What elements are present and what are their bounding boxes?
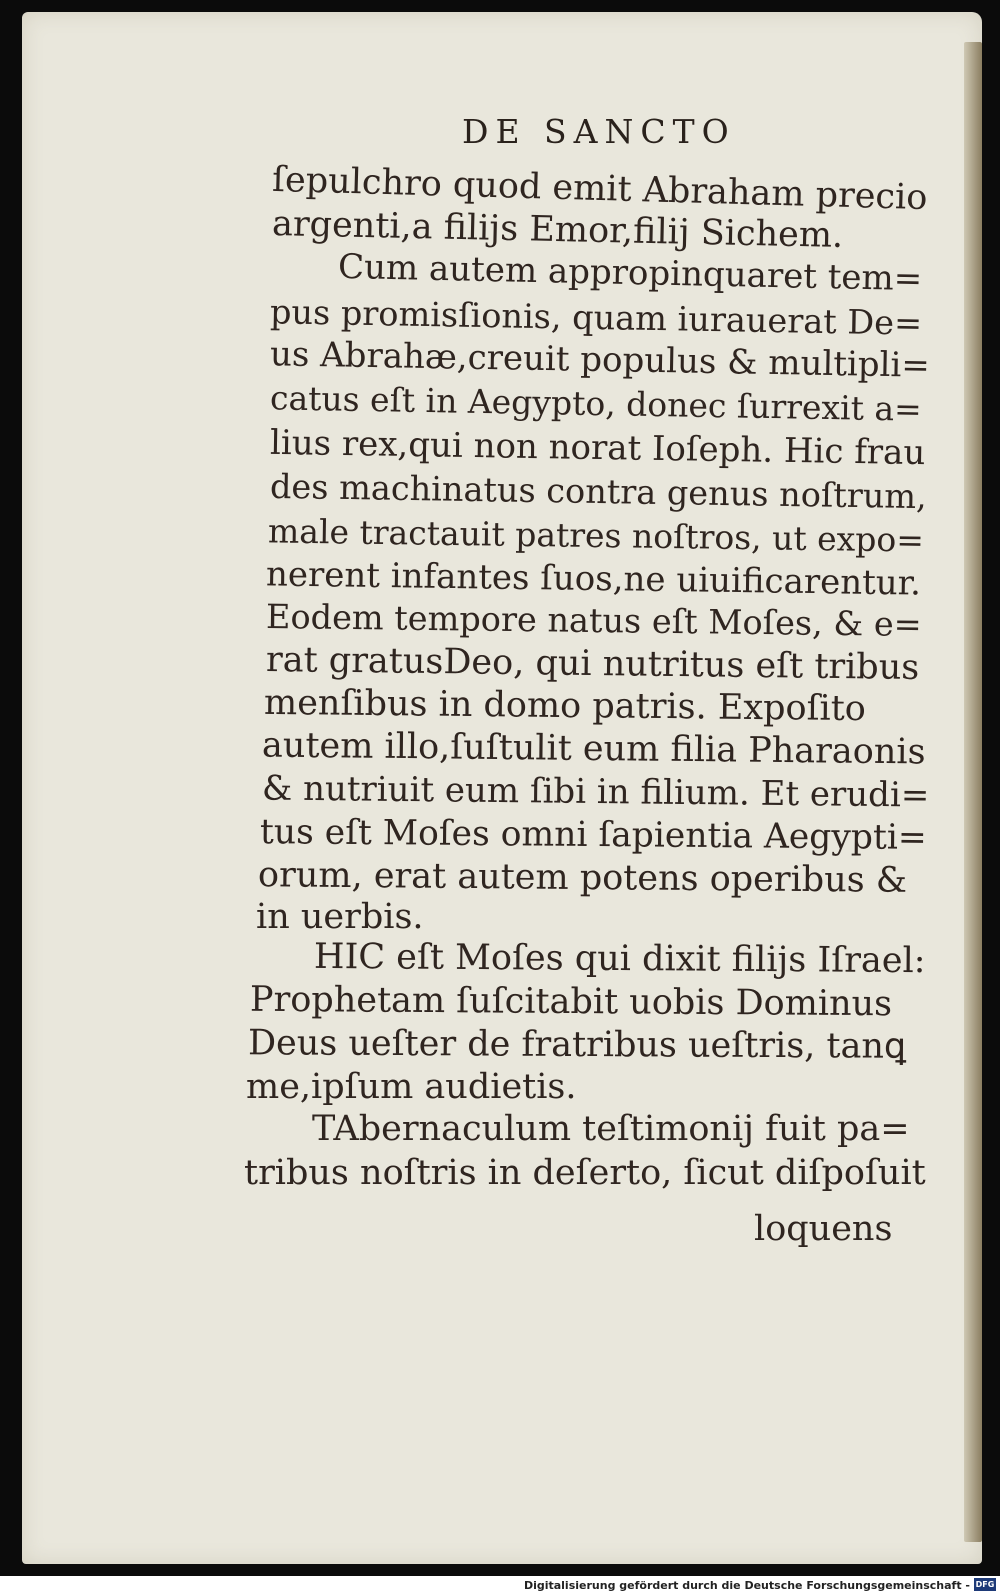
text-line: TAbernaculum teſtimonij fuit pa= bbox=[312, 1109, 910, 1149]
text-line: rat gratusDeo, qui nutritus eſt tribus bbox=[265, 640, 920, 688]
text-line: tus eſt Moſes omni ſapientia Aegypti= bbox=[259, 812, 927, 858]
text-line: male tractauit patres noſtros, ut expo= bbox=[267, 511, 925, 560]
text-line: us Abrahæ,creuit populus & multipli= bbox=[269, 334, 931, 386]
text-line: Eodem tempore natus eſt Moſes, & e= bbox=[265, 596, 922, 645]
text-line: catus eſt in Aegypto, donec ſurrexit a= bbox=[269, 378, 923, 429]
text-line: HIC eſt Moſes qui dixit filijs Iſrael: bbox=[313, 936, 926, 982]
dfg-logo: DFG bbox=[975, 1580, 995, 1589]
text-line: in uerbis. bbox=[256, 897, 424, 937]
text-line: des machinatus contra genus noſtrum, bbox=[269, 466, 928, 517]
digitization-credit: Digitalisierung gefördert durch die Deutsche Forschungsgemeinschaft - bbox=[523, 1579, 970, 1592]
text-line: orum, erat autem potens operibus & bbox=[257, 855, 908, 901]
text-line: me,ipſum audietis. bbox=[246, 1067, 577, 1107]
text-line: ſepulchro quod emit Abraham precio bbox=[271, 159, 928, 219]
text-line: Prophetam ſuſcitabit uobis Dominus bbox=[249, 979, 893, 1025]
text-line: menſibus in domo patris. Expoſito bbox=[263, 682, 867, 730]
text-line: & nutriuit eum ſibi in filium. Et erudi= bbox=[261, 768, 930, 816]
text-line: Cum autem appropinquaret tem= bbox=[337, 246, 923, 300]
text-line: Deus ueſter de fratribus ueſtris, tanꝗ bbox=[247, 1023, 907, 1067]
running-header: DE SANCTO bbox=[462, 112, 736, 151]
text-line: pus promisſionis, quam iurauerat De= bbox=[269, 292, 923, 343]
text-line: tribus noſtris in deſerto, ſicut diſpoſuit bbox=[244, 1153, 926, 1193]
text-line: autem illo,ſuſtulit eum filia Pharaonis bbox=[261, 725, 926, 773]
page-edge-shadow bbox=[964, 42, 982, 1542]
catchword: loquens bbox=[754, 1209, 893, 1249]
text-line: argenti,a filijs Emor,filij Sichem. bbox=[271, 204, 844, 256]
text-line: nerent infantes ſuos,ne uiuificarentur. bbox=[265, 554, 922, 604]
text-line: lius rex,qui non norat Ioſeph. Hic frau bbox=[269, 422, 926, 474]
